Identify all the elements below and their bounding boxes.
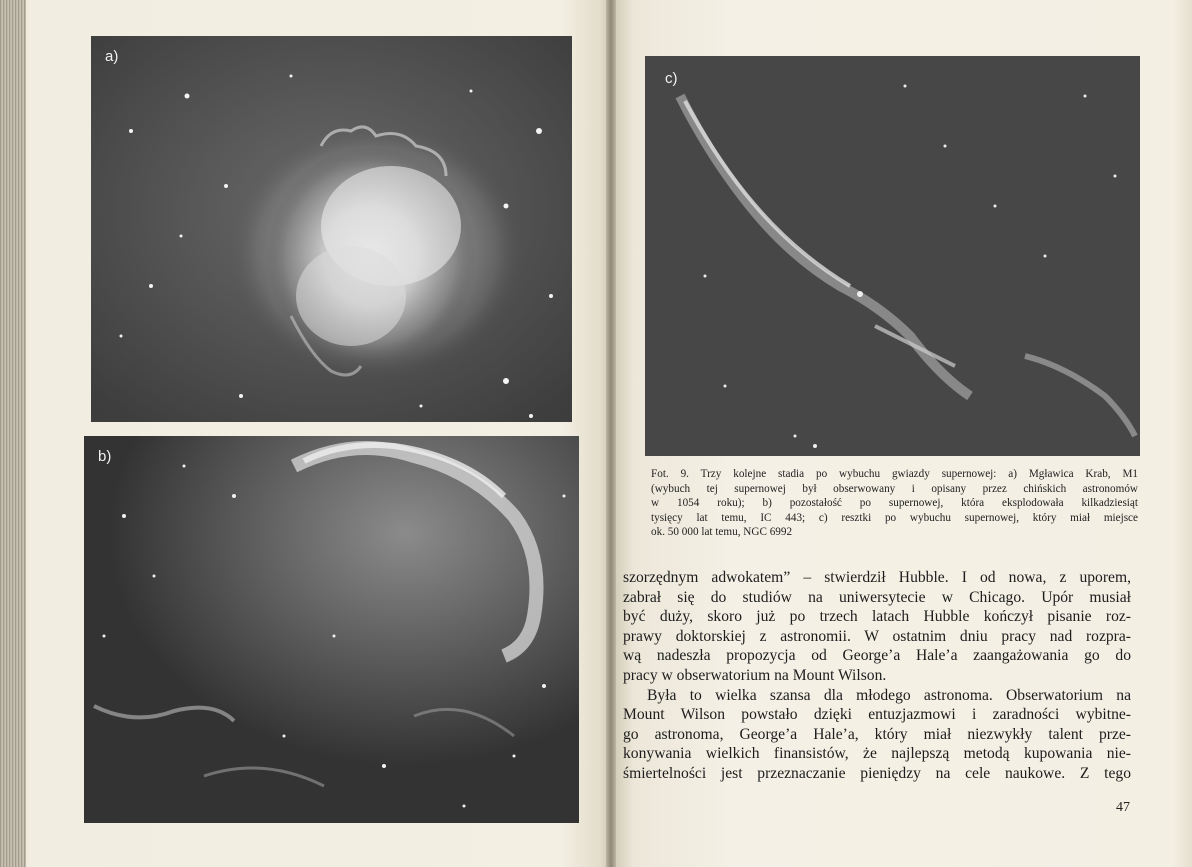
body-line: zabrał się do studiów na uniwersytecie w Chicago. Upór musiał <box>623 588 1131 606</box>
page-edges <box>0 0 26 867</box>
body-line: konywania wielkich finansistów, że najlepszą metodą kupowania nie- <box>623 745 1131 763</box>
photo-crab-nebula <box>91 36 572 422</box>
ic-443-image <box>84 436 579 823</box>
body-line: prawy doktorskiej z astronomii. W ostatnim dniu pracy nad rozpra- <box>623 627 1131 645</box>
body-line: śmiertelności jest przeznaczanie pieniędzy na cele naukowe. Z tego <box>623 764 1131 782</box>
page-number: 47 <box>1116 800 1130 815</box>
photo-ic-443 <box>84 436 579 823</box>
book-gutter <box>606 0 616 867</box>
caption-line: Fot. 9. Trzy kolejne stadia po wybuchu gwiazdy supernowej: a) Mgławica Krab, M1 <box>651 468 1138 480</box>
ngc-6992-image <box>645 56 1140 456</box>
photo-ngc-6992 <box>645 56 1140 456</box>
body-text <box>623 568 1131 784</box>
body-line: wą nadeszła propozycja od George’a Hale’a zaangażowania go do <box>623 647 1131 665</box>
crab-nebula-image <box>91 36 572 422</box>
body-line: go astronoma, George’a Hale’a, który miał niezwykły talent prze- <box>623 725 1131 743</box>
photo-label-a: a) <box>105 48 119 65</box>
caption-line: (wybuch tej supernowej był obserwowany i opisany przez chińskich astronomów <box>651 482 1138 495</box>
photo-label-b: b) <box>98 448 112 465</box>
body-line: być duży, skoro już po trzech latach Hubble kończył pisanie roz- <box>623 608 1131 626</box>
figure-caption <box>651 467 1138 540</box>
body-line: Mount Wilson powstało dzięki entuzjazmowi i zaradności wybitne- <box>623 706 1131 724</box>
photo-label-c: c) <box>665 70 678 87</box>
caption-line: w 1054 roku); b) pozostałość po supernowej, która eksplodowała kilkadziesiąt <box>651 497 1138 510</box>
body-line: pracy w obserwatorium na Mount Wilson. <box>623 666 887 684</box>
body-line: szorzędnym adwokatem” – stwierdził Hubble. I od nowa, z uporem, <box>623 569 1131 586</box>
caption-line: ok. 50 000 lat temu, NGC 6992 <box>651 526 793 539</box>
body-line: Była to wielka szansa dla młodego astronoma. Obserwatorium na <box>647 686 1131 704</box>
caption-line: tysięcy lat temu, IC 443; c) resztki po wybuchu supernowej, który miał miejsce <box>651 511 1138 524</box>
